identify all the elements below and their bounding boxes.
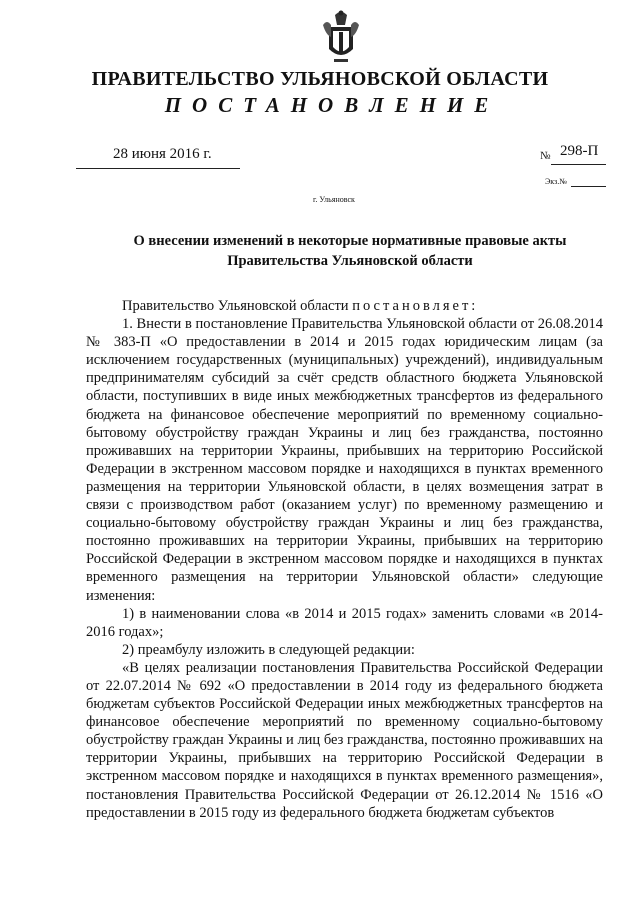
intro-verb: постановляет: bbox=[352, 298, 479, 314]
paragraph-4: «В целях реализации постановления Правительства Российской Федерации от 22.07.2014 № 692 «О предоставлении в 2014 году из федерального бюджета бюджетам субъектов Российской Федерации иных межбюджетных трансфертов на финансовое обеспечение мероприятий по временному социально-бытовому обустройству граждан Украины и лиц без гражданства, постоянно проживавших на территории Украины, прибывших на территорию Российской Федерации в экстренном массовом порядке и находящихся в пунктах временного размещения», постановления Правительства Российской Федерации от 26.12.2014 № 1516 «О предоставлении в 2015 году из федерального бюджета бюджетам субъектов bbox=[86, 659, 603, 821]
copy-label: Экз.№ bbox=[545, 177, 567, 186]
document-type: ПОСТАНОВЛЕНИЕ bbox=[164, 93, 500, 117]
coat-of-arms-icon bbox=[321, 7, 361, 65]
copy-underline bbox=[571, 186, 606, 187]
paragraph-3: 2) преамбулу изложить в следующей редакции: bbox=[122, 641, 415, 658]
government-name: ПРАВИТЕЛЬСТВО УЛЬЯНОВСКОЙ ОБЛАСТИ bbox=[91, 68, 549, 90]
number-sign: № bbox=[540, 150, 551, 162]
title-line-2: Правительства Ульяновской области bbox=[227, 253, 473, 269]
decree-number: 298-П bbox=[560, 143, 599, 159]
number-underline bbox=[551, 164, 606, 165]
decree-date: 28 июня 2016 г. bbox=[113, 146, 212, 162]
title-line-1: О внесении изменений в некоторые нормативные правовые акты bbox=[133, 233, 567, 249]
paragraph-2: 1) в наименовании слова «в 2014 и 2015 годах» заменить словами «в 2014-2016 годах»; bbox=[86, 605, 603, 640]
document-title bbox=[60, 231, 640, 271]
intro-lead: Правительство Ульяновской области bbox=[122, 298, 349, 314]
date-underline bbox=[76, 168, 240, 169]
paragraph-1: 1. Внести в постановление Правительства Ульяновской области от 26.08.2014 № 383-П «О предоставлении в 2014 и 2015 годах юридическим лицам (за исключением государственных (муниципальных) учреждений), индивидуальным предпринимателям субсидий за счёт средств областного бюджета Ульяновской области, поступивших в виде иных межбюджетных трансфертов из федерального бюджета на финансовое обеспечение мероприятий по временному социально-бытовому обустройству граждан Украины и лиц без гражданства, постоянно проживавших на территории Украины, прибывших на территорию Российской Федерации в экстренном массовом порядке и находящихся в пунктах временного размещения на территории Ульяновской области, в целях возмещения затрат в связи с производством работ (оказанием услуг) по временному размещению и социально-бытовому обустройству граждан Украины и лиц без гражданства, постоянно проживавших на территории Украины, прибывших на территорию Российской Федерации в экстренном массовом порядке и находящихся в пунктах временного размещения на территории Ульяновской области» следующие изменения: bbox=[86, 316, 603, 604]
city: г. Ульяновск bbox=[313, 195, 355, 204]
intro-paragraph bbox=[86, 297, 603, 315]
document-body bbox=[86, 297, 603, 822]
